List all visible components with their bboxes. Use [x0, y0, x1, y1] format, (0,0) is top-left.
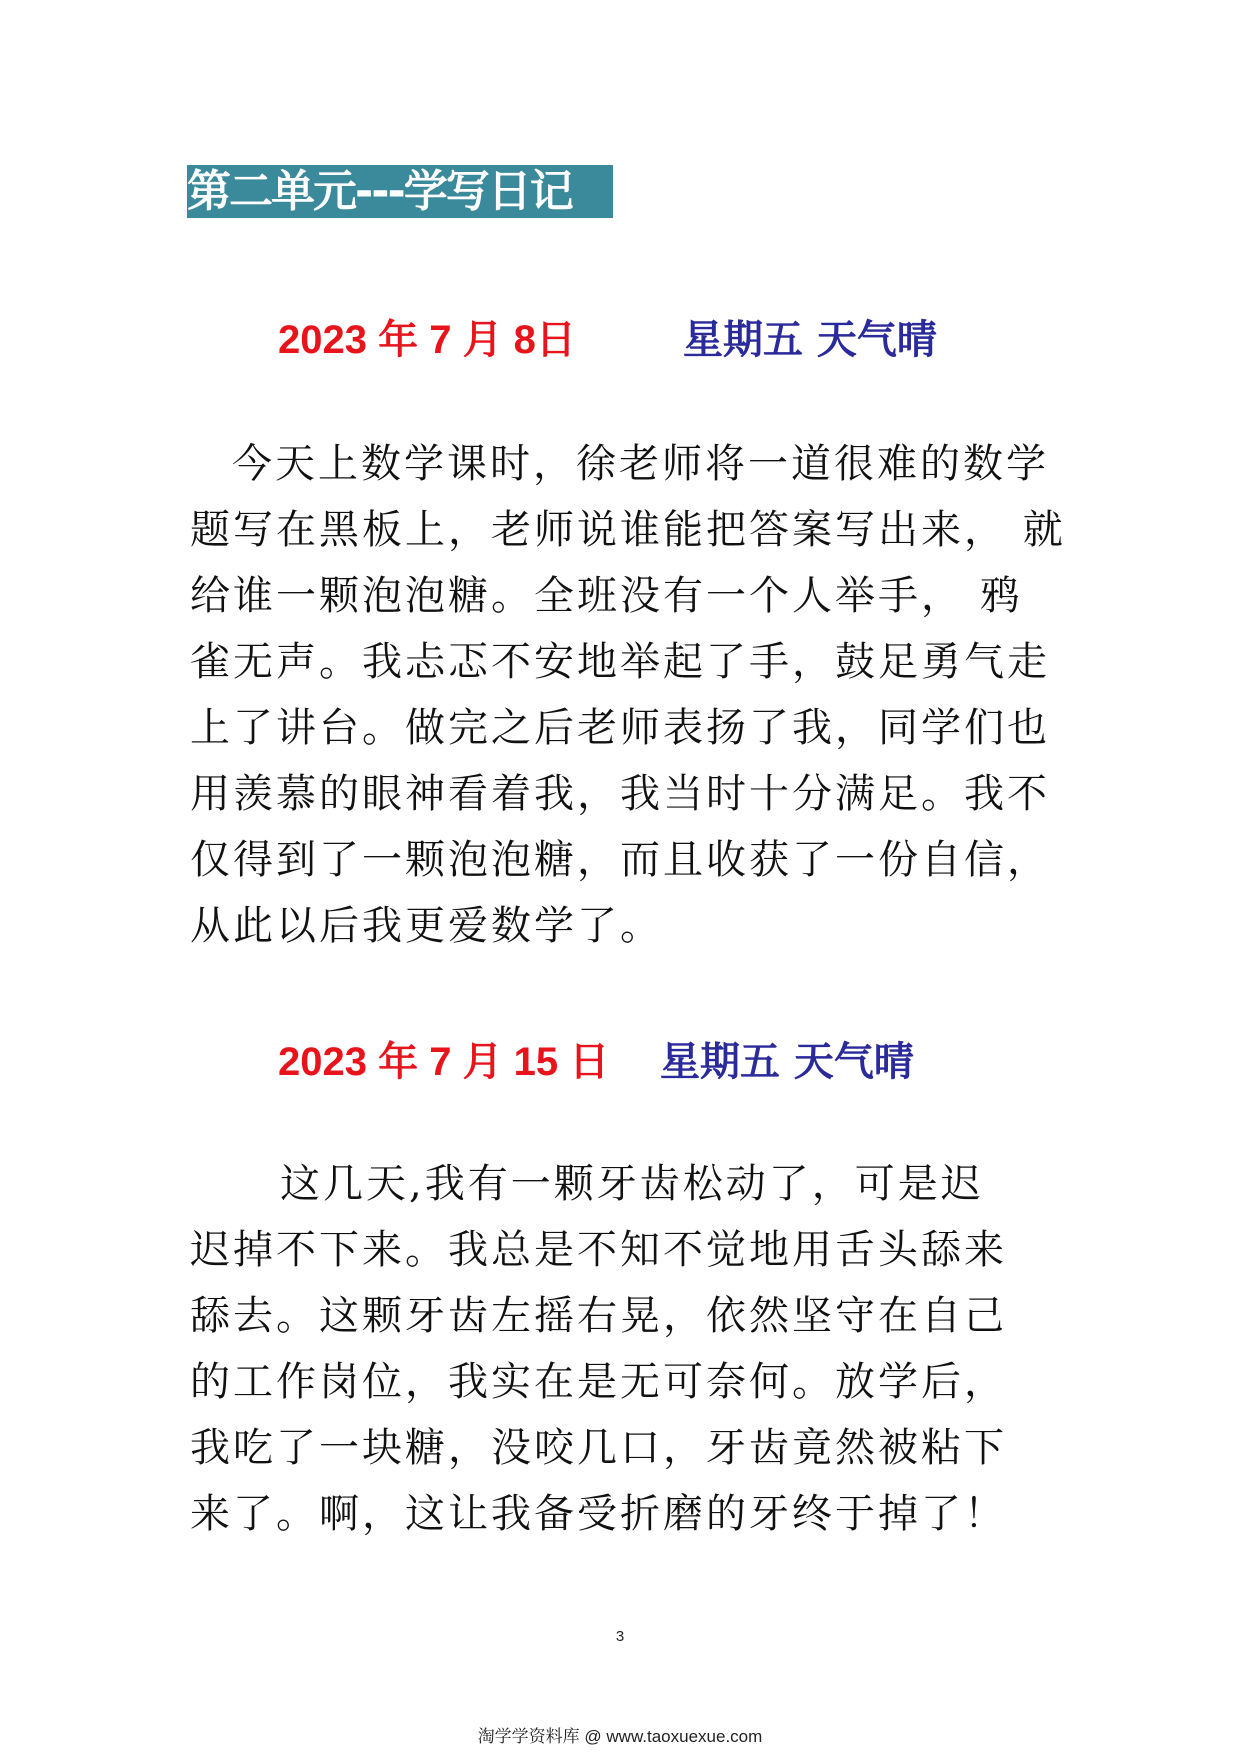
entry-2-date: 2023 年 7 月 15 日: [278, 1040, 610, 1084]
entry-2-line: 迟掉不下来。我总是不知不觉地用舌头舔来: [190, 1227, 1007, 1273]
entry-1-weekday-weather: 星期五 天气晴: [683, 316, 937, 363]
entry-1-date: 2023 年 7 月 8日: [278, 318, 576, 362]
entry-2-line: 我吃了一块糖，没咬几口，牙齿竟然被粘下: [190, 1425, 1007, 1471]
entry-2-line: 舔去。这颗牙齿左摇右晃，依然坚守在自己: [190, 1293, 1007, 1339]
entry-2-line: 的工作岗位，我实在是无可奈何。放学后，: [190, 1359, 1007, 1405]
entry-1-line: 题写在黑板上，老师说谁能把答案写出来， 就: [190, 507, 1066, 553]
entry-1-line: 给谁一颗泡泡糖。全班没有一个人举手， 鸦: [190, 573, 1023, 619]
entry-1-line: 今天上数学课时，徐老师将一道很难的数学: [232, 441, 1049, 487]
entry-1-line: 仅得到了一颗泡泡糖，而且收获了一份自信，: [190, 837, 1050, 883]
entry-1-line: 从此以后我更爱数学了。: [190, 903, 663, 949]
entry-1-line: 上了讲台。做完之后老师表扬了我，同学们也: [190, 705, 1050, 751]
entry-1-line: 雀无声。我忐忑不安地举起了手，鼓足勇气走: [190, 639, 1050, 685]
page-number: 3: [615, 1628, 625, 1645]
entry-2-weekday-weather: 星期五 天气晴: [660, 1038, 914, 1085]
footer-watermark: 淘学学资料库 @ www.taoxuexue.com: [477, 1727, 763, 1746]
section-title: 第二单元---学写日记: [187, 165, 613, 218]
entry-2-line: 这几天,我有一颗牙齿松动了，可是迟: [280, 1161, 984, 1207]
entry-2-line: 来了。啊，这让我备受折磨的牙终于掉了！: [190, 1491, 1007, 1537]
entry-1-line: 用羡慕的眼神看着我，我当时十分满足。我不: [190, 771, 1050, 817]
